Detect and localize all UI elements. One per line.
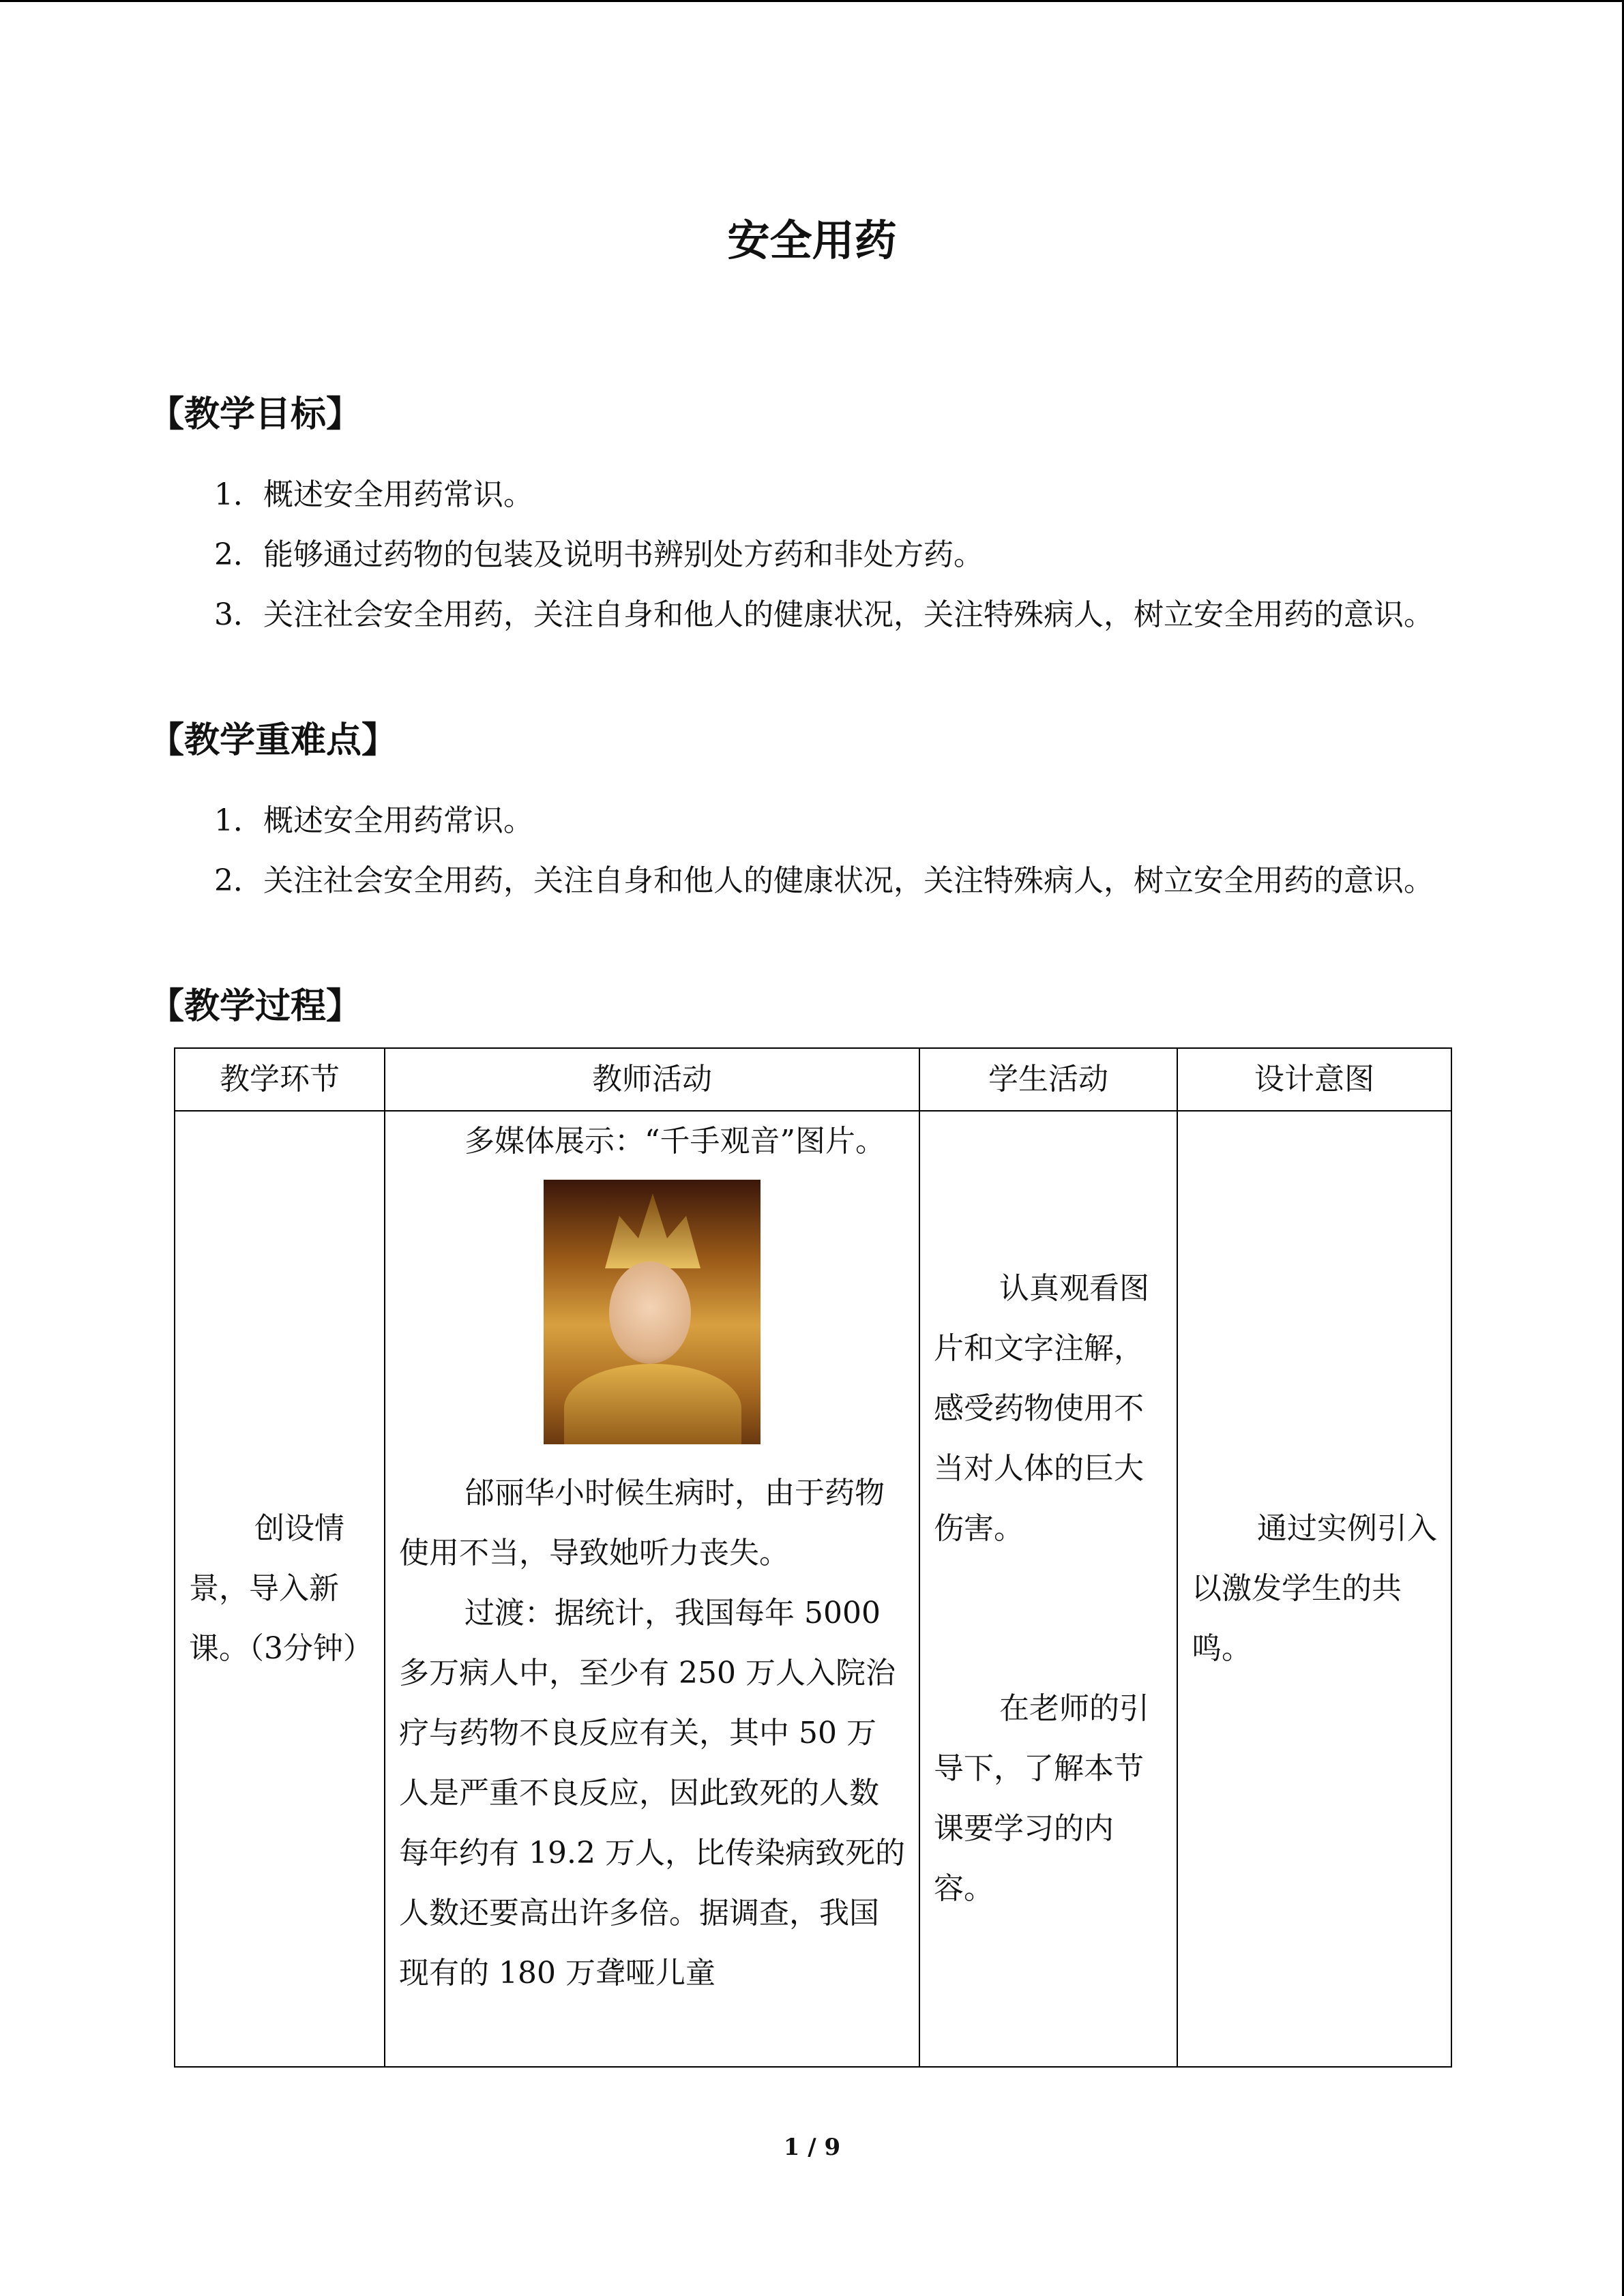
- design-intent: 通过实例引入以激发学生的共鸣。: [1192, 1511, 1437, 1666]
- design-cell: [1177, 1111, 1451, 2067]
- student-cell: [919, 1111, 1177, 2067]
- table-header-row: [175, 1048, 1451, 1111]
- teacher-transition: 过渡：据统计，我国每年 5000 多万病人中，至少有 250 万人入院治疗与药物不良反应有关，其中 50 万人是严重不良反应，因此致死的人数每年约有 19.2 万人，比传染病致死的人数还要高出许多倍。据调查，我国现有的 180 万聋哑儿童: [399, 1596, 905, 1991]
- header-teacher: 教师活动: [385, 1048, 919, 1111]
- objectives-heading: 【教学目标】: [149, 393, 362, 435]
- objective-1: 1．概述安全用药常识。: [214, 477, 533, 512]
- process-table: [174, 1047, 1452, 2068]
- header-stage: 教学环节: [175, 1048, 385, 1111]
- student-activity-2: 在老师的引导下，了解本节课要学习的内容。: [934, 1691, 1149, 1906]
- key-points-heading: 【教学重难点】: [149, 719, 398, 761]
- photo-body: [564, 1364, 741, 1444]
- page-title: 安全用药: [727, 215, 897, 265]
- stage-text: 创设情景，导入新课。（3分钟）: [189, 1511, 373, 1666]
- student-spacer: [934, 1559, 1163, 1679]
- portrait-photo-icon: [544, 1180, 761, 1444]
- page-number: 1 / 9: [783, 2134, 841, 2161]
- objective-2: 2．能够通过药物的包装及说明书辨别处方药和非处方药。: [214, 537, 984, 572]
- table-row: [175, 1111, 1451, 2067]
- teacher-story: 邰丽华小时候生病时，由于药物使用不当，导致她听力丧失。: [399, 1476, 885, 1570]
- process-heading: 【教学过程】: [149, 985, 362, 1027]
- teacher-intro: 多媒体展示：“千手观音”图片。: [464, 1124, 885, 1159]
- top-border: [0, 0, 1624, 2]
- stage-cell: [175, 1111, 385, 2067]
- objective-3: 3．关注社会安全用药，关注自身和他人的健康状况，关注特殊病人，树立安全用药的意识。: [214, 597, 1434, 632]
- teacher-cell: [385, 1111, 919, 2067]
- photo-crown: [605, 1193, 700, 1268]
- key-point-1: 1．概述安全用药常识。: [214, 803, 533, 838]
- student-activity-1: 认真观看图片和文字注解，感受药物使用不当对人体的巨大伤害。: [934, 1271, 1149, 1546]
- header-student: 学生活动: [919, 1048, 1177, 1111]
- key-point-2: 2．关注社会安全用药，关注自身和他人的健康状况，关注特殊病人，树立安全用药的意识。: [214, 863, 1434, 898]
- header-design: 设计意图: [1177, 1048, 1451, 1111]
- photo-face: [609, 1262, 691, 1364]
